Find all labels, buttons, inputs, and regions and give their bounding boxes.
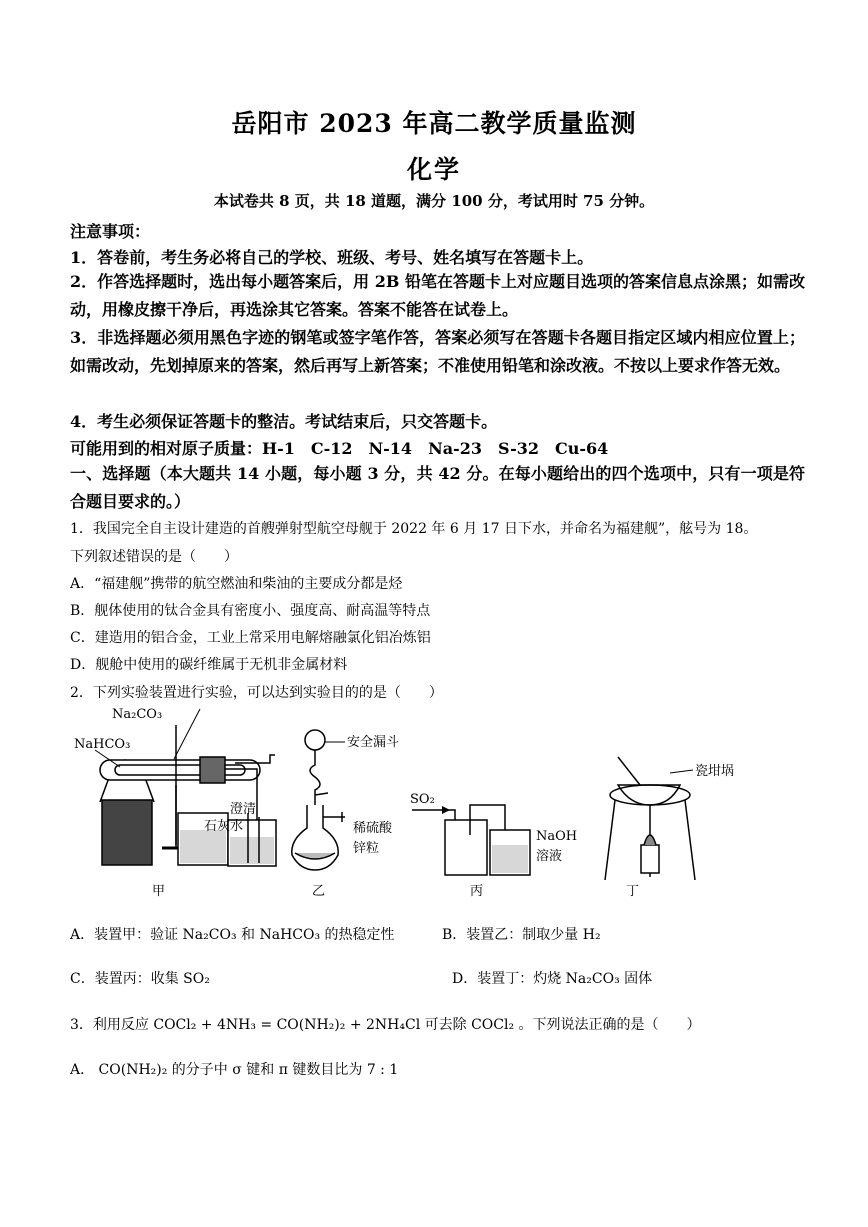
label-limewater-2: 石灰水	[204, 819, 244, 834]
q2-option-b: B．装置乙：制取少量 H₂	[442, 927, 601, 943]
caption-ding: 丁	[626, 884, 640, 899]
note-item-4: 4．考生必须保证答题卡的整洁。考试结束后，只交答题卡。	[70, 412, 498, 431]
label-acid: 稀硫酸	[353, 821, 393, 836]
q3-stem: 3．利用反应 COCl₂ + 4NH₃ = CO(NH₂)₂ + 2NH₄Cl 可去除 COCl₂ 。下列说法正确的是（ ）	[70, 1017, 701, 1033]
label-naoh-2: 溶液	[536, 849, 563, 864]
q2-option-d: D．装置丁：灼烧 Na₂CO₃ 固体	[452, 971, 653, 987]
q2-option-c: C．装置丙：收集 SO₂	[70, 971, 210, 987]
q1-option-d: D．舰舱中使用的碳纤维属于无机非金属材料	[70, 657, 348, 673]
exam-title: 岳阳市 2023 年高二教学质量监测	[231, 109, 637, 138]
apparatus-jia	[74, 707, 276, 899]
label-na2co3: Na₂CO₃	[112, 707, 163, 722]
label-so2: SO₂	[410, 792, 435, 807]
label-naoh-1: NaOH	[536, 829, 578, 844]
q3-option-a: A． CO(NH₂)₂ 的分子中 σ 键和 π 键数目比为 7 : 1	[70, 1062, 399, 1078]
caption-jia: 甲	[152, 884, 166, 899]
note-item-1: 1．答卷前，考生务必将自己的学校、班级、考号、姓名填写在答题卡上。	[70, 248, 594, 267]
label-nahco3: NaHCO₃	[74, 737, 131, 752]
note-item-3: 3．非选择题必须用黑色字迹的钢笔或签字笔作答，答案必须写在答题卡各题目指定区域内相应位置上；如需改动，先划掉原来的答案，然后再写上新答案；不准使用铅笔和涂改液。不按以上要求作答无效。	[70, 328, 805, 375]
apparatus-ding	[605, 757, 734, 899]
caption-yi: 乙	[312, 884, 326, 899]
q1-stem-line1: 1．我国完全自主设计建造的首艘弹射型航空母舰于 2022 年 6 月 17 日下水，并命名为福建舰”，舷号为 18。	[70, 521, 758, 537]
label-limewater-1: 澄清	[230, 802, 257, 817]
section-heading: 一、选择题（本大题共 14 小题，每小题 3 分，共 42 分。在每小题给出的四个选项中，只有一项是符合题目要求的。）	[70, 464, 805, 511]
q1-stem-line2: 下列叙述错误的是（ ）	[70, 549, 238, 565]
q1-option-a: A．“福建舰”携带的航空燃油和柴油的主要成分都是烃	[70, 576, 403, 592]
exam-info: 本试卷共 8 页，共 18 道题，满分 100 分，考试用时 75 分钟。	[213, 192, 655, 210]
caption-bing: 丙	[470, 884, 484, 899]
q2-stem: 2．下列实验装置进行实验，可以达到实验目的的是（ ）	[70, 685, 443, 701]
label-funnel: 安全漏斗	[347, 735, 400, 750]
apparatus-bing	[410, 792, 577, 899]
subject-title: 化学	[406, 155, 461, 184]
notes-heading: 注意事项：	[70, 222, 151, 241]
q2-option-a: A．装置甲：验证 Na₂CO₃ 和 NaHCO₃ 的热稳定性	[70, 927, 395, 943]
atomic-masses: 可能用到的相对原子质量：H-1 C-12 N-14 Na-23 S-32 Cu-64	[70, 439, 609, 458]
q1-option-b: B．舰体使用的钛合金具有密度小、强度高、耐高温等特点	[70, 603, 431, 619]
note-item-2: 2．作答选择题时，选出每小题答案后，用 2B 铅笔在答题卡上对应题目选项的答案信息点涂黑；如需改动，用橡皮擦干净后，再选涂其它答案。答案不能答在试卷上。	[70, 272, 805, 319]
apparatus-yi	[292, 730, 399, 899]
apparatus-figure	[70, 705, 735, 905]
q1-option-c: C．建造用的铝合金，工业上常采用电解熔融氯化铝冶炼铝	[70, 630, 431, 646]
label-crucible: 瓷坩埚	[695, 764, 735, 779]
label-zinc: 锌粒	[353, 841, 380, 856]
